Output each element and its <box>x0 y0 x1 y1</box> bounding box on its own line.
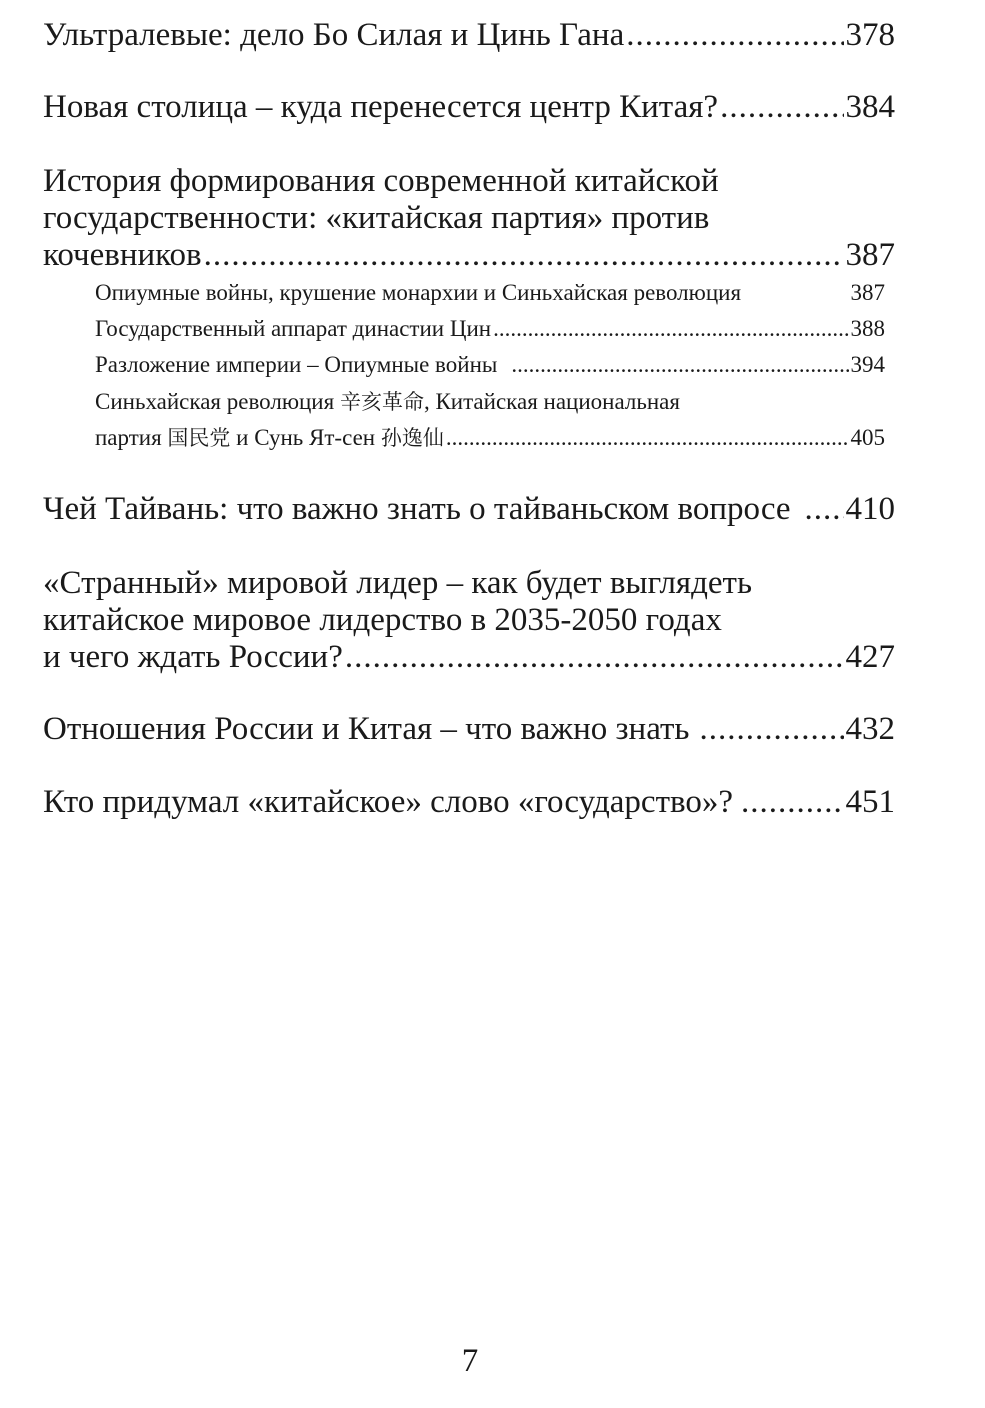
dot-leader <box>720 89 843 126</box>
dot-leader <box>345 639 844 676</box>
toc-entry <box>43 17 895 54</box>
dot-leader <box>511 347 848 383</box>
subentry-text: и Сунь Ят-сен <box>236 425 376 450</box>
dot-leader <box>805 491 844 528</box>
toc-subentry-title-line <box>95 384 885 420</box>
dot-leader <box>626 17 843 54</box>
toc-subentry-page: 405 <box>850 425 885 450</box>
page-number: 7 <box>461 1343 479 1379</box>
toc-entry <box>43 163 895 274</box>
toc-entry-title: кочевников <box>43 237 202 273</box>
toc-entry-title: и чего ждать России? <box>43 639 343 675</box>
toc-entry-title: Кто придумал «китайское» слово «государство»? <box>43 784 734 820</box>
toc-entry-title-line: китайское мировое лидерство в 2035-2050 годах <box>43 602 722 638</box>
subentry-text: партия <box>95 425 162 450</box>
dot-leader <box>699 711 843 748</box>
toc-subentry <box>95 384 885 456</box>
toc-subentry-page: 388 <box>850 316 885 341</box>
chinese-text: 孙逸仙 <box>380 426 444 450</box>
toc-entry-title-line: История формирования современной китайской <box>43 163 719 199</box>
dot-leader <box>446 420 849 456</box>
toc-entry-page: 432 <box>845 711 895 747</box>
toc-subentry <box>95 347 885 383</box>
toc-subentry <box>95 275 885 311</box>
dot-leader <box>204 237 844 274</box>
toc-entry-title: Ультралевые: дело Бо Силая и Цинь Гана <box>43 17 625 53</box>
toc-entry <box>43 784 895 821</box>
toc-subentry-title: Государственный аппарат династии Цин <box>95 316 492 341</box>
toc-entry-page: 387 <box>845 237 895 273</box>
toc-entry-title: Чей Тайвань: что важно знать о тайваньском вопросе <box>43 491 791 527</box>
toc-entry <box>43 491 895 528</box>
subentry-text: , Китайская национальная <box>423 389 680 414</box>
chinese-text: 国民党 <box>167 426 231 450</box>
dot-leader <box>741 784 843 821</box>
toc-entry-title-line: государственности: «китайская партия» против <box>43 200 710 236</box>
toc-entry <box>43 565 895 676</box>
toc-entry-page: 451 <box>845 784 895 820</box>
subentry-text: Синьхайская революция <box>95 389 335 414</box>
dot-leader <box>493 311 848 347</box>
toc-entry-page: 378 <box>845 17 895 53</box>
toc-subentry-title <box>95 420 444 456</box>
toc-entry-title-line: «Странный» мировой лидер – как будет выглядеть <box>43 565 753 601</box>
toc-entry-title: Отношения России и Китая – что важно знать <box>43 711 690 747</box>
toc-entry-page: 427 <box>845 639 895 675</box>
toc-entry-page: 410 <box>845 491 895 527</box>
toc-subentry-page: 394 <box>850 352 885 377</box>
toc-entry-page: 384 <box>845 89 895 125</box>
toc-subentry-title: Опиумные войны, крушение монархии и Синьхайская революция <box>95 280 742 305</box>
toc-subentry-page: 387 <box>850 280 885 305</box>
toc-entry <box>43 89 895 126</box>
chinese-text: 辛亥革命 <box>339 390 424 414</box>
toc-entry <box>43 711 895 748</box>
toc-subentry-title: Разложение империи – Опиумные войны <box>95 352 498 377</box>
toc-subentry <box>95 311 885 347</box>
toc-entry-title: Новая столица – куда перенесется центр Китая? <box>43 89 719 125</box>
